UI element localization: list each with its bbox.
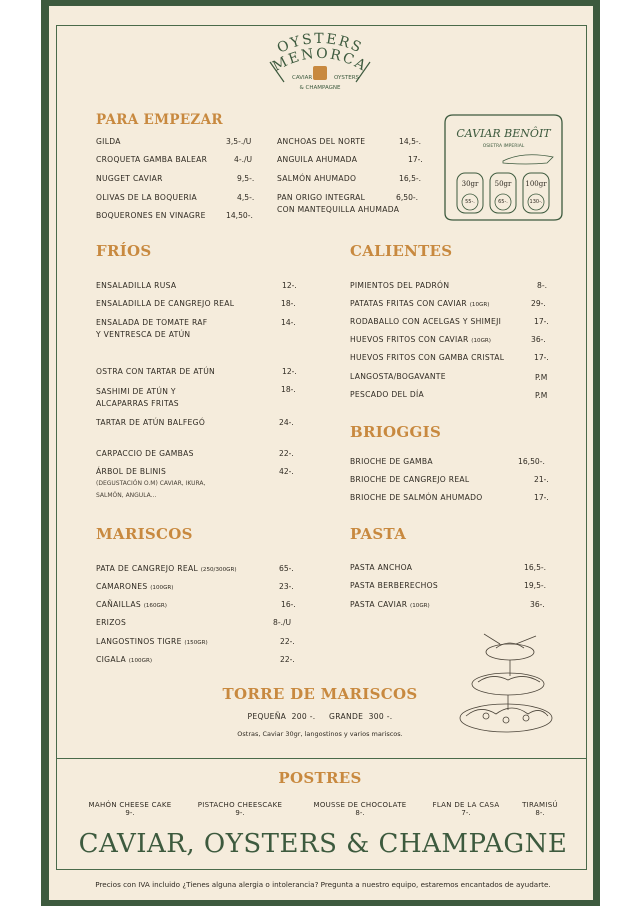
menu-item-price: 65-. <box>279 564 294 573</box>
menu-item-name: PATATAS FRITAS CON CAVIAR (10GR) <box>350 299 490 308</box>
menu-item-name: OLIVAS DE LA BOQUERIA <box>96 193 198 202</box>
menu-item-name-line2: Y VENTRESCA DE ATÚN <box>96 330 191 339</box>
divider <box>57 758 586 759</box>
menu-item-price: 24-. <box>279 418 294 427</box>
menu-item-price: 21-. <box>534 475 549 484</box>
menu-item-name: ENSALADILLA DE CANGREJO REAL <box>96 299 235 308</box>
dessert-item <box>512 801 568 817</box>
section-title-torre: TORRE DE MARISCOS <box>222 685 418 703</box>
menu-item-name: LANGOSTA/BOGAVANTE <box>350 372 446 381</box>
dessert-name: PISTACHO CHEESCAKE <box>197 801 283 809</box>
dessert-item <box>78 801 182 817</box>
menu-item-price: 16,5-. <box>524 563 547 572</box>
svg-text:OYSTERS: OYSTERS <box>334 75 360 81</box>
caviar-price: 130-. <box>529 199 543 205</box>
menu-item-price: 17-. <box>534 317 549 326</box>
menu-item-price: P.M <box>535 373 548 382</box>
menu-item-name: SASHIMI DE ATÚN Y <box>96 387 176 396</box>
menu-item-price: 16,50-. <box>518 457 545 466</box>
dessert-price: 9-. <box>235 809 245 817</box>
menu-item-name: BRIOCHE DE CANGREJO REAL <box>350 475 470 484</box>
caviar-price: 55-. <box>465 199 475 205</box>
dessert-name: TIRAMISÚ <box>522 801 558 809</box>
menu-item-name: BOQUERONES EN VINAGRE <box>96 211 206 220</box>
menu-item-name: PASTA BERBERECHOS <box>350 581 439 590</box>
dessert-price: 9-. <box>125 809 135 817</box>
menu-item-description: (DEGUSTACIÓN O.M) CAVIAR, IKURA, <box>96 480 206 487</box>
menu-item-price: 9,5-. <box>237 174 255 183</box>
menu-item-name: ENSALADA DE TOMATE RAF <box>96 318 208 327</box>
caviar-price: 65-. <box>498 199 508 205</box>
menu-item-price: 18-. <box>281 385 296 394</box>
menu-item-price: 19,5-. <box>524 581 547 590</box>
menu-item-name: ANGUILA AHUMADA <box>277 155 358 164</box>
menu-item-name: CAMARONES (100GR) <box>96 582 174 591</box>
footer-note: Precios con IVA incluido ¿Tienes alguna alergia o intolerancia? Pregunta a nuestro equipo, estaremos encantados de ayudarte. <box>95 880 551 889</box>
menu-item-name-line2: ALCAPARRAS FRITAS <box>96 399 179 408</box>
section-title-mariscos: MARISCOS <box>96 525 193 543</box>
menu-item-name: LANGOSTINOS TIGRE (150GR) <box>96 637 208 646</box>
menu-item-name: ANCHOAS DEL NORTE <box>277 137 366 146</box>
menu-item-name: HUEVOS FRITOS CON CAVIAR (10GR) <box>350 335 491 344</box>
menu-item-name: PASTA ANCHOA <box>350 563 413 572</box>
menu-item-name: PAN ORIGO INTEGRAL <box>277 193 366 202</box>
menu-item-price: P.M <box>535 391 548 400</box>
menu-item-name: PIMIENTOS DEL PADRÓN <box>350 281 450 290</box>
menu-item-price: 4,5-. <box>237 193 255 202</box>
caviar-size: 50gr <box>494 180 512 188</box>
menu-item-name: HUEVOS FRITOS CON GAMBA CRISTAL <box>350 353 505 362</box>
caviar-box <box>443 113 564 222</box>
menu-item-name: BRIOCHE DE SALMÓN AHUMADO <box>350 493 483 502</box>
menu-item-price: 29-. <box>531 299 546 308</box>
menu-item-price: 22-. <box>280 637 295 646</box>
section-title-calientes: CALIENTES <box>350 242 453 260</box>
svg-text:CAVIAR: CAVIAR <box>292 75 313 81</box>
menu-item-price: 14,50-. <box>226 211 253 220</box>
menu-item-name: ERIZOS <box>96 618 127 627</box>
menu-item-price: 8-. <box>537 281 547 290</box>
menu-item-price: 36-. <box>530 600 545 609</box>
menu-item-name: CARPACCIO DE GAMBAS <box>96 449 194 458</box>
menu-item-price: 14,5-. <box>399 137 422 146</box>
tagline: CAVIAR, OYSTERS & CHAMPAGNE <box>78 829 568 859</box>
caviar-size: 100gr <box>525 180 547 188</box>
torre-prices: PEQUEÑA 200 -. GRANDE 300 -. <box>247 712 393 721</box>
logo <box>250 20 390 100</box>
dessert-price: 8-. <box>355 809 365 817</box>
section-title-para-empezar: PARA EMPEZAR <box>96 112 223 128</box>
menu-item-name: RODABALLO CON ACELGAS Y SHIMEJI <box>350 317 502 326</box>
menu-item-name: PESCADO DEL DÍA <box>350 390 425 399</box>
menu-item-price: 12-. <box>282 281 297 290</box>
menu-item-price: 6,50-. <box>396 193 419 202</box>
menu-item-name: CIGALA (100GR) <box>96 655 153 664</box>
section-title-postres: POSTRES <box>278 769 362 787</box>
dessert-name: FLAN DE LA CASA <box>432 801 500 809</box>
section-title-pasta: PASTA <box>350 525 407 543</box>
menu-item-name: SALMÓN AHUMADO <box>277 174 357 183</box>
section-title-brioggis: BRIOGGIS <box>350 423 442 441</box>
svg-text:OYSTERS: OYSTERS <box>274 30 366 57</box>
menu-item-name: NUGGET CAVIAR <box>96 174 163 183</box>
svg-text:MENORCA: MENORCA <box>270 45 370 75</box>
menu-item-name: CAÑAILLAS (160GR) <box>96 600 167 609</box>
menu-item-price: 16,5-. <box>399 174 422 183</box>
menu-item-description: SALMÓN, ANGULA... <box>96 492 157 499</box>
menu-item-price: 23-. <box>279 582 294 591</box>
menu-item-name: CROQUETA GAMBA BALEAR <box>96 155 208 164</box>
section-title-frios: FRÍOS <box>96 242 152 260</box>
menu-item-price: 22-. <box>280 655 295 664</box>
menu-item-price: 42-. <box>279 467 294 476</box>
menu-item-price: 8-./U <box>273 618 292 627</box>
menu-item-price: 17-. <box>534 353 549 362</box>
menu-item-price: 17-. <box>408 155 423 164</box>
menu-item-price: 3,5-./U <box>226 137 252 146</box>
menu-item-price: 16-. <box>281 600 296 609</box>
svg-text:& CHAMPAGNE: & CHAMPAGNE <box>299 85 341 91</box>
dessert-price: 7-. <box>461 809 471 817</box>
dessert-price: 8-. <box>535 809 545 817</box>
menu-item-price: 36-. <box>531 335 546 344</box>
menu-item-price: 22-. <box>279 449 294 458</box>
dessert-name: MOUSSE DE CHOCOLATE <box>313 801 407 809</box>
menu-item-price: 4-./U <box>234 155 253 164</box>
menu-item-price: 12-. <box>282 367 297 376</box>
menu-item-name: TARTAR DE ATÚN BALFEGÓ <box>96 418 206 427</box>
dessert-name: MAHÓN CHEESE CAKE <box>88 801 172 809</box>
menu-item-name: BRIOCHE DE GAMBA <box>350 457 433 466</box>
menu-item-name: PATA DE CANGREJO REAL (250/300GR) <box>96 564 237 573</box>
menu-item-name: ÁRBOL DE BLINIS <box>96 467 167 476</box>
menu-item-name: PASTA CAVIAR (10GR) <box>350 600 430 609</box>
dessert-item <box>424 801 508 817</box>
menu-item-price: 17-. <box>534 493 549 502</box>
menu-item-price: 18-. <box>281 299 296 308</box>
menu-item-name-line2: CON MANTEQUILLA AHUMADA <box>277 205 400 214</box>
torre-description: Ostras, Caviar 30gr, langostinos y varios mariscos. <box>237 730 403 738</box>
caviar-size: 30gr <box>461 180 479 188</box>
menu-item-price: 14-. <box>281 318 296 327</box>
caviar-subtitle: OSIETRA IMPERIAL <box>482 144 525 149</box>
menu-item-name: GILDA <box>96 137 121 146</box>
dessert-item <box>188 801 292 817</box>
logo-emblem <box>250 20 390 100</box>
dessert-item <box>304 801 416 817</box>
menu-item-name: ENSALADILLA RUSA <box>96 281 177 290</box>
caviar-title: CAVIAR BENÔIT <box>456 127 551 140</box>
menu-item-name: OSTRA CON TARTAR DE ATÚN <box>96 367 216 376</box>
